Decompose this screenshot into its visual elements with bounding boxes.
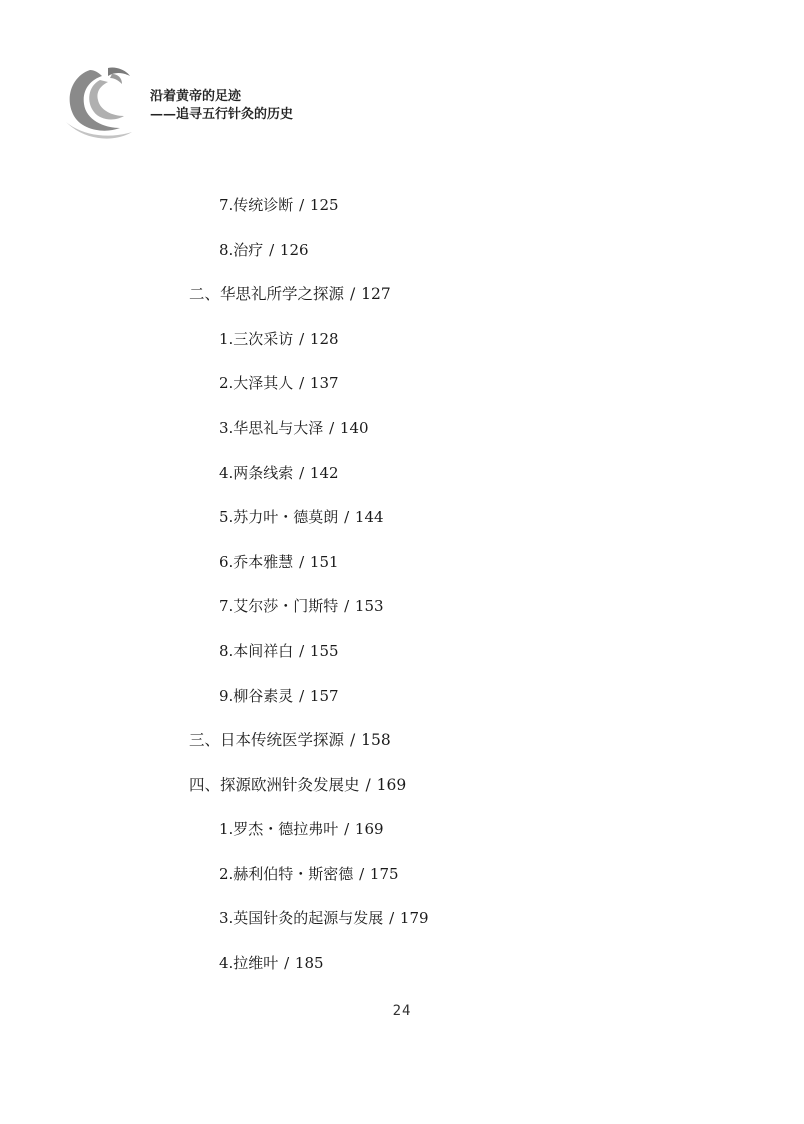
toc-entry-label: 2.大泽其人 bbox=[219, 374, 294, 392]
toc-separator: / bbox=[294, 642, 309, 660]
toc-entry-page: 185 bbox=[294, 954, 324, 972]
toc-separator: / bbox=[339, 597, 354, 615]
toc-separator: / bbox=[345, 731, 361, 749]
toc-entry-page: 155 bbox=[309, 642, 339, 660]
toc-entry-page: 128 bbox=[309, 330, 339, 348]
toc-section-page: 158 bbox=[361, 731, 391, 749]
toc-entry-page: 179 bbox=[399, 909, 429, 927]
toc-entry-page: 153 bbox=[354, 597, 384, 615]
toc-entry-page: 175 bbox=[369, 865, 399, 883]
toc-entry-page: 140 bbox=[339, 419, 369, 437]
header-title-line1: 沿着黄帝的足迹 bbox=[150, 89, 242, 104]
toc-section-page: 169 bbox=[376, 776, 407, 794]
toc-entry-label: 4.两条线索 bbox=[219, 464, 294, 482]
toc-separator: / bbox=[294, 196, 309, 214]
toc-entry-page: 169 bbox=[354, 820, 384, 838]
page-number: 24 bbox=[392, 1003, 412, 1019]
toc-entry[interactable] bbox=[219, 864, 399, 884]
toc-entry[interactable] bbox=[219, 240, 309, 260]
toc-separator: / bbox=[339, 820, 354, 838]
toc-section[interactable] bbox=[189, 284, 391, 304]
toc-entry-label: 1.罗杰・德拉弗叶 bbox=[219, 820, 339, 838]
toc-entry[interactable] bbox=[219, 552, 339, 572]
toc-entry-label: 9.柳谷素灵 bbox=[219, 687, 294, 705]
toc-entry[interactable] bbox=[219, 908, 429, 928]
toc-entry[interactable] bbox=[219, 195, 339, 215]
toc-entry-page: 137 bbox=[309, 374, 339, 392]
toc-entry-label: 8.本间祥白 bbox=[219, 642, 294, 660]
toc-entry-page: 144 bbox=[354, 508, 384, 526]
toc-separator: / bbox=[354, 865, 369, 883]
toc-separator: / bbox=[384, 909, 399, 927]
toc-entry-label: 3.华思礼与大泽 bbox=[219, 419, 324, 437]
toc-separator: / bbox=[294, 330, 309, 348]
toc-entry-page: 157 bbox=[309, 687, 339, 705]
toc-section-label: 四、探源欧洲针灸发展史 bbox=[189, 776, 360, 794]
toc-entry-label: 3.英国针灸的起源与发展 bbox=[219, 909, 384, 927]
toc-section[interactable] bbox=[189, 775, 406, 795]
toc-separator: / bbox=[294, 464, 309, 482]
toc-entry-label: 8.治疗 bbox=[219, 241, 264, 259]
toc-entry[interactable] bbox=[219, 463, 339, 483]
toc-entry-label: 7.艾尔莎・门斯特 bbox=[219, 597, 339, 615]
toc-entry[interactable] bbox=[219, 507, 384, 527]
toc-section-page: 127 bbox=[361, 285, 391, 303]
toc-entry-label: 7.传统诊断 bbox=[219, 196, 294, 214]
toc-section-label: 三、日本传统医学探源 bbox=[189, 731, 345, 749]
toc-separator: / bbox=[360, 776, 376, 794]
toc-entry-page: 142 bbox=[309, 464, 339, 482]
toc-entry[interactable] bbox=[219, 819, 384, 839]
toc-section-label: 二、华思礼所学之探源 bbox=[189, 285, 345, 303]
toc-entry-label: 5.苏力叶・德莫朗 bbox=[219, 508, 339, 526]
toc-entry[interactable] bbox=[219, 641, 339, 661]
toc-entry-label: 2.赫利伯特・斯密德 bbox=[219, 865, 354, 883]
toc-separator: / bbox=[345, 285, 361, 303]
toc-entry[interactable] bbox=[219, 596, 384, 616]
toc-separator: / bbox=[279, 954, 294, 972]
toc-entry[interactable] bbox=[219, 373, 339, 393]
toc-entry-page: 126 bbox=[279, 241, 309, 259]
toc-entry-label: 6.乔本雅慧 bbox=[219, 553, 294, 571]
toc-separator: / bbox=[294, 553, 309, 571]
toc-entry[interactable] bbox=[219, 418, 369, 438]
toc-entry-page: 125 bbox=[309, 196, 339, 214]
toc-entry[interactable] bbox=[219, 686, 339, 706]
toc-separator: / bbox=[294, 687, 309, 705]
toc-entry[interactable] bbox=[219, 953, 324, 973]
toc-separator: / bbox=[339, 508, 354, 526]
toc-separator: / bbox=[264, 241, 279, 259]
toc-entry-label: 4.拉维叶 bbox=[219, 954, 279, 972]
toc-separator: / bbox=[294, 374, 309, 392]
toc-section[interactable] bbox=[189, 730, 391, 750]
toc-separator: / bbox=[324, 419, 339, 437]
toc-entry-label: 1.三次采访 bbox=[219, 330, 294, 348]
toc-entry-page: 151 bbox=[309, 553, 339, 571]
toc-entry[interactable] bbox=[219, 329, 339, 349]
header-title-line2: ——追寻五行针灸的历史 bbox=[150, 107, 294, 122]
